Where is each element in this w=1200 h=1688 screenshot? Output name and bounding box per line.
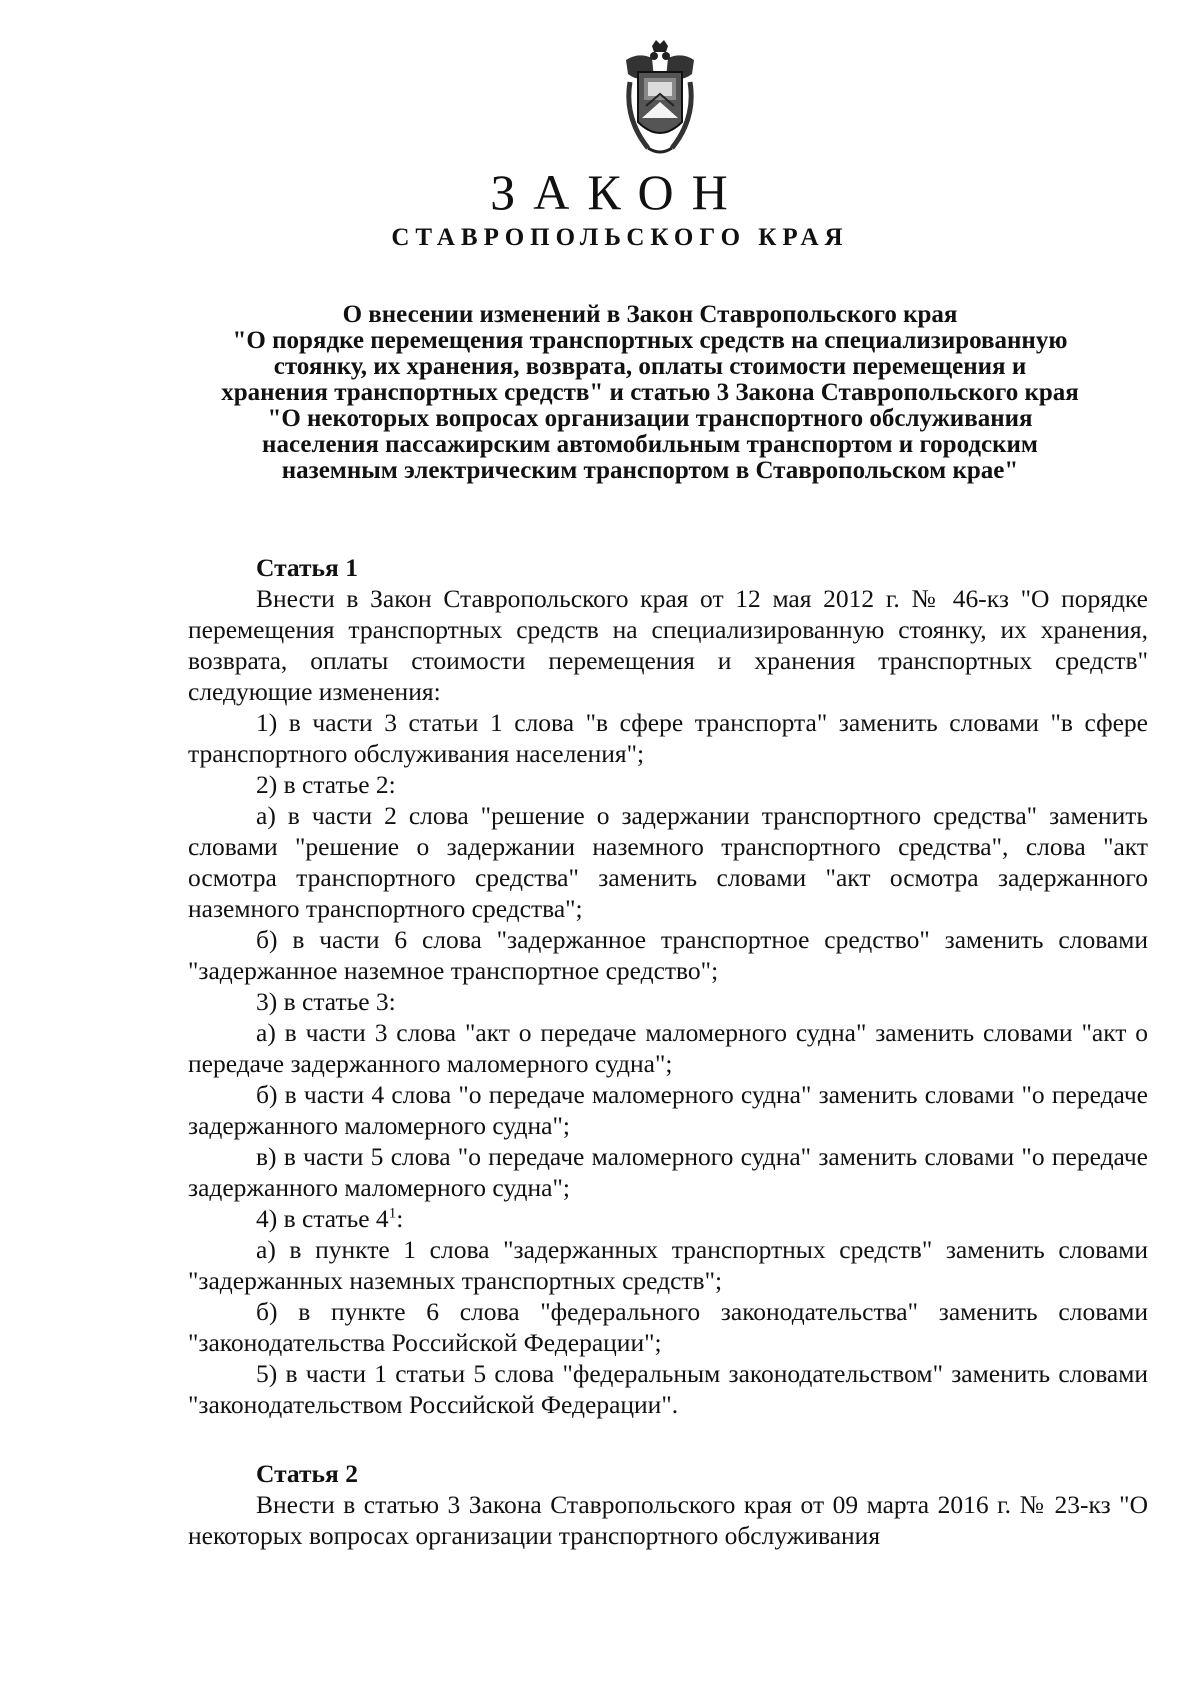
article-1-title: Статья 1 [256,553,358,582]
article-1-item: 2) в статье 2: [256,770,396,799]
article-1-item: б) в части 4 слова "о передаче маломерного судна" заменить словами "о передаче задержанного маломерного судна"; [188,1080,1148,1140]
article-1-item: 1) в части 3 статьи 1 слова "в сфере транспорта" заменить словами "в сфере транспортного обслуживания населения"; [188,708,1148,768]
article-1-item: а) в части 3 слова "акт о передаче маломерного судна" заменить словами "акт о передаче задержанного маломерного судна"; [188,1018,1148,1078]
article-2-title: Статья 2 [256,1459,358,1488]
law-body [188,552,1148,1551]
heading-line: населения пассажирским автомобильным транспортом и городским [262,431,1038,458]
document-title: ЗАКОН [490,164,746,220]
article-1-item: б) в части 6 слова "задержанное транспортное средство" заменить словами "задержанное наземное транспортное средство"; [188,925,1148,985]
coat-of-arms-emblem [618,38,702,158]
article-1-intro: Внести в Закон Ставропольского края от 12 мая 2012 г. № 46-кз "О порядке перемещения транспортных средств на специализированную стоянку, их хранения, возврата, оплаты стоимости перемещения и хранения транспортных средств" следующие изменения: [188,584,1148,706]
section-gap [188,1420,1148,1458]
article-1-item: а) в части 2 слова "решение о задержании транспортного средства" заменить словами "решение о задержании наземного транспортного средства", слова "акт осмотра транспортного средства" заменить словами "акт осмотра задержанного наземного транспортного средства"; [188,801,1148,923]
item-4-colon: : [396,1204,404,1233]
item-4-superscript: 1 [388,1205,397,1222]
article-1-item-4 [188,1203,1148,1234]
document-subtitle: СТАВРОПОЛЬСКОГО КРАЯ [391,224,849,251]
heading-line: "О некоторых вопросах организации транспортного обслуживания [267,405,1033,432]
article-1-item: 5) в части 1 статьи 5 слова "федеральным законодательством" заменить словами "законодательством Российской Федерации". [188,1359,1148,1419]
law-heading [150,302,1150,484]
article-1-item: в) в части 5 слова "о передаче маломерного судна" заменить словами "о передаче задержанного маломерного судна"; [188,1142,1148,1202]
heading-line: наземным электрическим транспортом в Ставропольском крае" [281,457,1019,484]
heading-line: хранения транспортных средств" и статью 3 Закона Ставропольского края [221,379,1079,406]
item-4-text: 4) в статье 4 [256,1204,389,1233]
article-1-item: а) в пункте 1 слова "задержанных транспортных средств" заменить словами "задержанных наземных транспортных средств"; [188,1235,1148,1295]
article-1-item: б) в пункте 6 слова "федерального законодательства" заменить словами "законодательства Российской Федерации"; [188,1297,1148,1357]
heading-line: стоянку, их хранения, возврата, оплаты стоимости перемещения и [273,353,1027,380]
heading-line: О внесении изменений в Закон Ставропольского края [342,301,958,328]
heading-line: "О порядке перемещения транспортных средств на специализированную [232,327,1068,354]
article-2-intro: Внести в статью 3 Закона Ставропольского края от 09 марта 2016 г. № 23-кз "О некоторых вопросах организации транспортного обслуживания [188,1490,1148,1550]
article-1-item: 3) в статье 3: [256,987,396,1016]
